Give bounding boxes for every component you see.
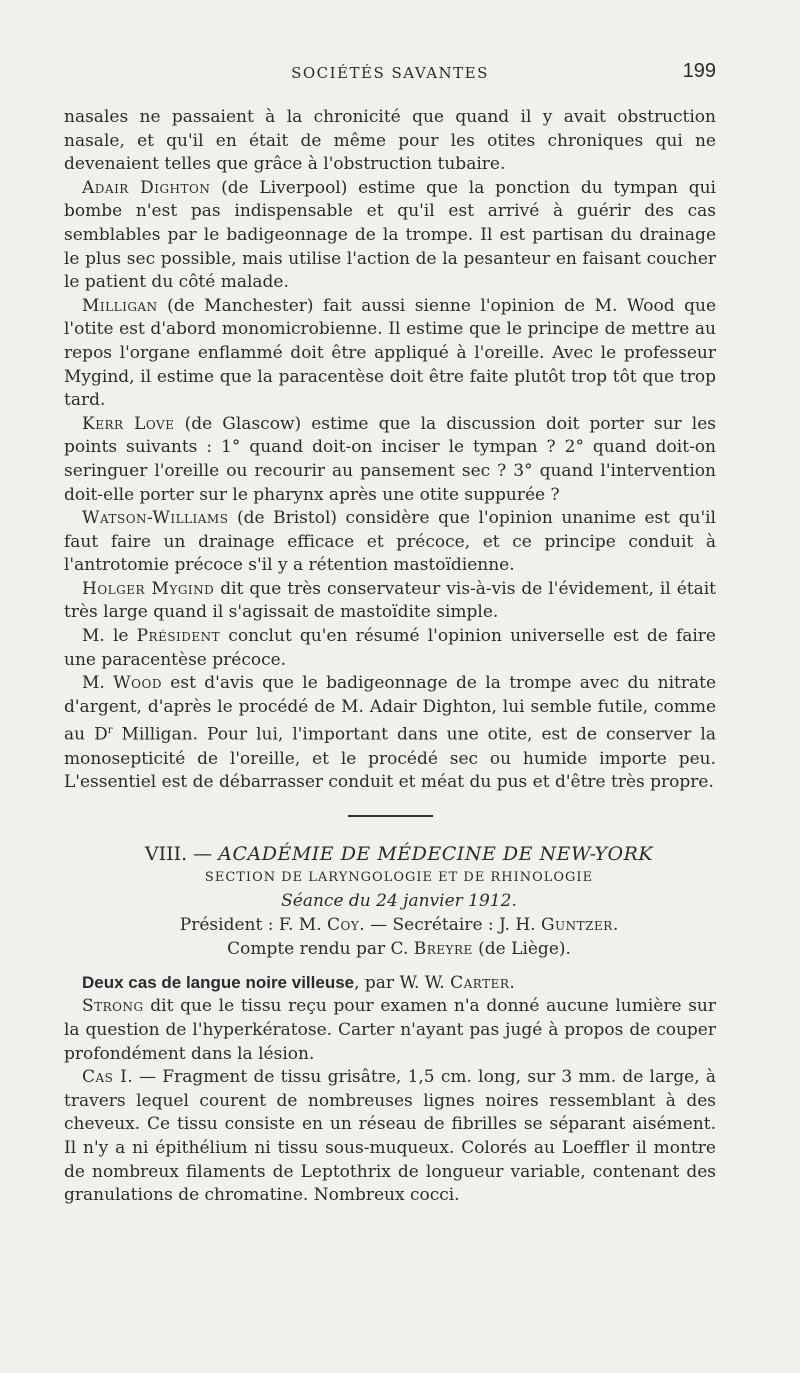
paragraph: M. le Président conclut qu'en résumé l'opinion universelle est de faire une paracentèse précoce. — [64, 626, 716, 670]
officers-line: Président : F. M. Coy. — Secrétaire : J. H. Guntzer. — [179, 914, 619, 935]
speaker-name: Kerr Love — [82, 413, 175, 434]
section-divider — [348, 815, 433, 817]
speaker-name: Holger Mygind — [82, 578, 215, 599]
paragraph: Kerr Love (de Glascow) estime que la discussion doit porter sur les points suivants : 1° quand doit-on inciser le tympan ? 2° quand doit-on seringuer l'oreille ou recourir au pansement sec ? 3° quand l'intervention doit-elle porter sur le pharynx après une otite suppurée ? — [64, 413, 716, 505]
report-line: Compte rendu par C. Breyre (de Liège). — [227, 938, 571, 959]
speaker-name: Adair Dighton — [82, 177, 211, 198]
paragraph: Adair Dighton (de Liverpool) estime que la ponction du tympan qui bombe n'est pas indispensable et qu'il est arrivé à guérir des cas semblables par le badigeonnage de la trompe. Il est partisan du drainage le plus sec possible, mais utilise l'action de la pesanteur en faisant coucher le patient du côté malade. — [64, 177, 716, 293]
session-date: Séance du 24 janvier 1912. — [281, 890, 517, 911]
article-title-line: Deux cas de langue noire villeuse, par W. W. Carter. — [82, 972, 515, 993]
case-label: Cas I — [82, 1067, 128, 1088]
running-title: SOCIÉTÉS SAVANTES — [291, 64, 489, 82]
speaker-name: Strong — [82, 996, 144, 1017]
body-text — [64, 106, 716, 1208]
paragraph: Milligan (de Manchester) fait aussi sienne l'opinion de M. Wood que l'otite est d'abord monomicrobienne. Il estime que le principe de mettre au repos l'organe enflammé doit être appliqué à l'oreille. Avec le professeur Mygind, il estime que la paracentèse doit être faite plutôt trop tôt que trop tard. — [64, 295, 716, 411]
section-subtitle: SECTION DE LARYNGOLOGIE ET DE RHINOLOGIE — [204, 869, 594, 885]
page-number: 199 — [682, 60, 716, 82]
paragraph: M. Wood est d'avis que le badigeonnage de la trompe avec du nitrate d'argent, d'après le procédé de M. Adair Dighton, lui semble futile, comme au $D^r$ Milligan. Pour lui, l'important dans une otite, est de conserver la monosepticité de l'oreille, et le procédé sec ou humide importe peu. L'essentiel est de débarrasser conduit et méat du pus et d'être très propre. — [64, 673, 717, 793]
article-author: Carter — [450, 972, 510, 993]
speaker-name: Wood — [113, 673, 162, 694]
paragraph: Watson-Williams (de Bristol) considère que l'opinion unanime est qu'il faut faire un drainage efficace et précoce, et ce principe conduit à l'antrotomie précoce s'il y a rétention mastoïdienne. — [64, 508, 716, 576]
paragraph: nasales ne passaient à la chronicité que quand il y avait obstruction nasale, et qu'il en était de même pour les otites chroniques qui ne devenaient telles que grâce à l'obstruction tubaire. — [64, 107, 716, 175]
running-head — [64, 58, 716, 86]
speaker-name: Watson-Williams — [82, 508, 229, 529]
speaker-name: Président — [136, 626, 221, 647]
paragraph: Cas I. — Fragment de tissu grisâtre, 1,5 cm. long, sur 3 mm. de large, à travers lequel courent de nombreuses lignes noires ressemblant à des cheveux. Ce tissu consiste en un réseau de fibrilles se séparant aisément. Il n'y a ni épithélium ni tissu sous-muqueux. Colorés au Loeffler il montre de nombreux filaments de Leptothrix de longueur variable, contenant des granulations de chromatine. Nombreux cocci. — [64, 1067, 716, 1206]
section-title: VIII. — ACADÉMIE DE MÉDECINE DE NEW-YORK — [144, 842, 654, 865]
article-title: Deux cas de langue noire villeuse — [82, 972, 355, 992]
paragraph: Strong dit que le tissu reçu pour examen n'a donné aucune lumière sur la question de l'hyperkératose. Carter n'ayant pas jugé à propos de couper profondément dans la lésion. — [64, 996, 716, 1064]
paragraph: Holger Mygind dit que très conservateur vis-à-vis de l'évidement, il était très large quand il s'agissait de mastoïdite simple. — [64, 578, 716, 623]
speaker-name: Milligan — [82, 295, 158, 316]
